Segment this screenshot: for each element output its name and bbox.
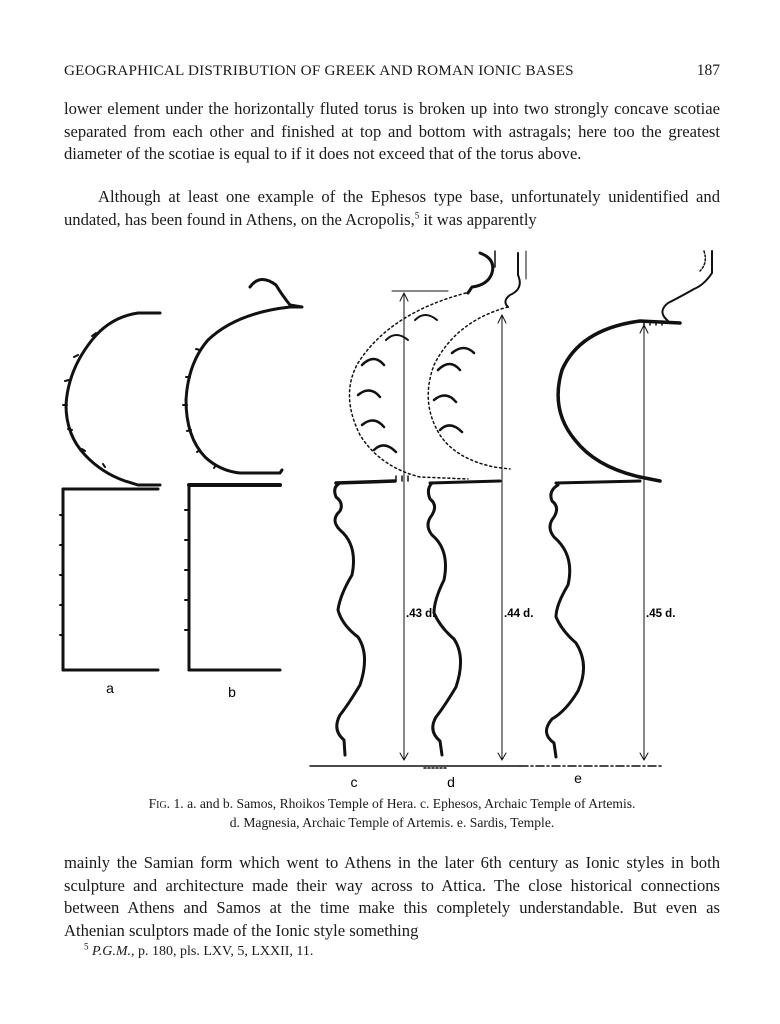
paragraph-1: lower element under the horizontally fluted torus is broken up into two strongly concave scotiae separated from each other and finished at top and bottom with astragals; here too the greatest diameter of the scotiae is equal to if it does not exceed that of the torus above.	[64, 99, 720, 163]
paragraph-3: mainly the Samian form which went to Athens in the later 6th century as Ionic styles in both sculpture and architecture made their way across to Attica. The close historical connections between Athens and Samos at the time make this completely understandable. But even as Athenian sculptors made of the Ionic style something	[64, 853, 720, 940]
caption-text-1: a. and b. Samos, Rhoikos Temple of Hera. c. Ephesos, Archaic Temple of Artemis.	[183, 796, 636, 811]
dimension-c: .43 d.	[406, 608, 436, 620]
label-b: b	[228, 684, 236, 700]
figure-ionic-base-profiles	[40, 245, 740, 790]
dimension-e: .45 d.	[646, 608, 676, 620]
profile-d	[428, 251, 526, 766]
paragraph-2-text-after: it was apparently	[419, 209, 537, 229]
figure-caption	[64, 794, 720, 832]
label-c: c	[350, 774, 358, 790]
caption-figure-label: Fig. 1.	[148, 796, 184, 811]
page-number: 187	[696, 62, 720, 79]
paragraph-2-text-before: Although at least one example of the Ephesos type base, unfortunately unidentified and undated, has been found in Athens, on the Acropolis,	[64, 187, 720, 229]
dimension-d: .44 d.	[504, 608, 534, 620]
footnote-mark: 5	[414, 209, 420, 220]
label-d: d	[447, 774, 455, 790]
profile-c	[310, 251, 508, 768]
profiles-drawing	[40, 245, 740, 790]
label-a: a	[106, 680, 114, 696]
footnote	[84, 941, 314, 960]
profile-a	[60, 313, 160, 670]
footnote-number: 5	[84, 941, 89, 952]
caption-line-1	[64, 794, 720, 813]
profile-e	[520, 251, 712, 766]
profile-b	[183, 279, 302, 670]
label-e: e	[574, 770, 582, 786]
caption-line-2: d. Magnesia, Archaic Temple of Artemis. e. Sardis, Temple.	[229, 815, 555, 830]
running-head: GEOGRAPHICAL DISTRIBUTION OF GREEK AND ROMAN IONIC BASES	[64, 62, 574, 79]
page-header	[64, 62, 720, 84]
footnote-text: , p. 180, pls. LXV, 5, LXXII, 11.	[131, 944, 314, 959]
footnote-source: P.G.M.	[92, 944, 132, 959]
paragraph-2	[64, 186, 720, 231]
